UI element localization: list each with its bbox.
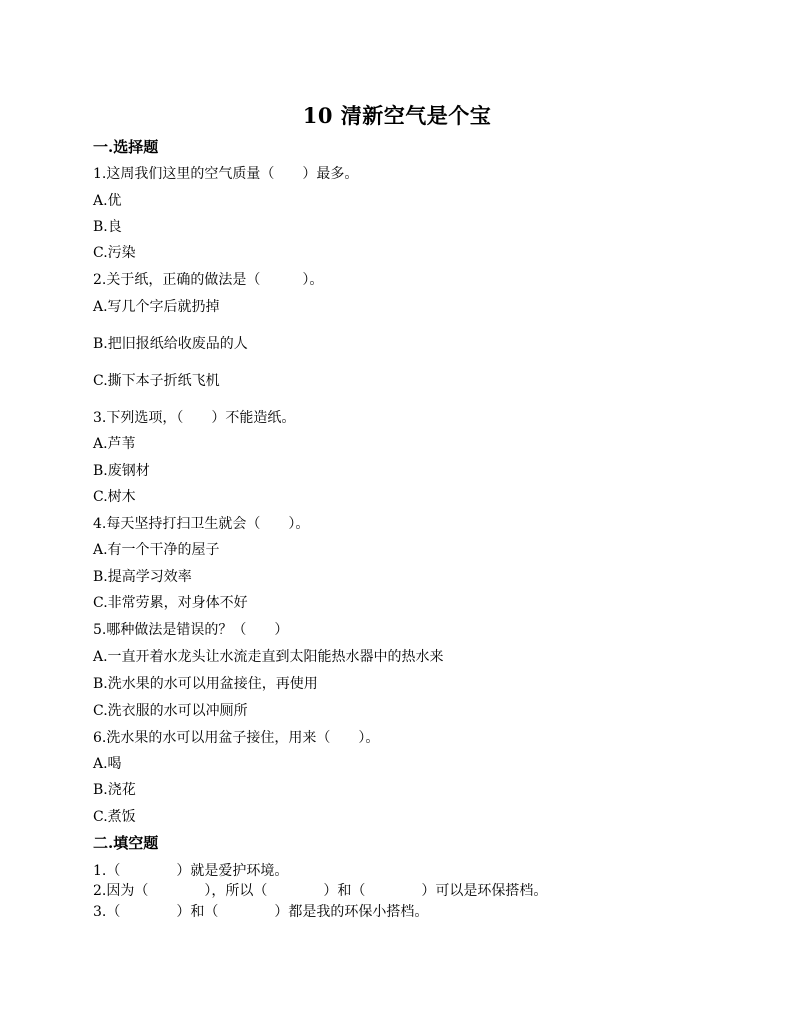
question-5-option-b: B.洗水果的水可以用盆接住，再使用 xyxy=(93,676,318,692)
question-4-option-b: B.提高学习效率 xyxy=(93,569,192,585)
question-1-option-c: C.污染 xyxy=(93,245,136,261)
question-6-option-c: C.煮饭 xyxy=(93,809,136,825)
question-2-option-b: B.把旧报纸给收废品的人 xyxy=(93,336,248,352)
question-2-option-c: C.撕下本子折纸飞机 xyxy=(93,373,220,389)
question-1-option-b: B.良 xyxy=(93,219,122,235)
question-3-option-c: C.树木 xyxy=(93,489,136,505)
question-5-option-c: C.洗衣服的水可以冲厕所 xyxy=(93,703,248,719)
question-3-stem: 3.下列选项，（ ）不能造纸。 xyxy=(93,410,296,426)
question-3-option-b: B.废钢材 xyxy=(93,463,150,479)
question-4-option-a: A.有一个干净的屋子 xyxy=(93,542,220,558)
question-6-option-b: B.浇花 xyxy=(93,782,136,798)
question-3-option-a: A.芦苇 xyxy=(93,436,136,452)
section-heading-fill: 二.填空题 xyxy=(93,834,159,852)
question-5-stem: 5.哪种做法是错误的？（ ） xyxy=(93,622,289,638)
question-4-stem: 4.每天坚持打扫卫生就会（ ）。 xyxy=(93,516,310,532)
question-6-option-a: A.喝 xyxy=(93,756,122,772)
section-heading-choice: 一.选择题 xyxy=(93,138,159,156)
page-title: 10 清新空气是个宝 xyxy=(302,103,492,128)
question-5-option-a: A.一直开着水龙头让水流走直到太阳能热水器中的热水来 xyxy=(93,649,444,665)
question-1-option-a: A.优 xyxy=(93,193,122,209)
fill-question-2: 2.因为（ ），所以（ ）和（ ）可以是环保搭档。 xyxy=(93,883,548,899)
question-6-stem: 6.洗水果的水可以用盆子接住，用来（ ）。 xyxy=(93,730,380,746)
fill-question-3: 3.（ ）和（ ）都是我的环保小搭档。 xyxy=(93,904,429,920)
question-2-stem: 2.关于纸，正确的做法是（ ）。 xyxy=(93,272,324,288)
question-1-stem: 1.这周我们这里的空气质量（ ）最多。 xyxy=(93,166,359,182)
fill-question-1: 1.（ ）就是爱护环境。 xyxy=(93,863,289,879)
question-4-option-c: C.非常劳累，对身体不好 xyxy=(93,595,248,611)
question-2-option-a: A.写几个字后就扔掉 xyxy=(93,299,220,315)
